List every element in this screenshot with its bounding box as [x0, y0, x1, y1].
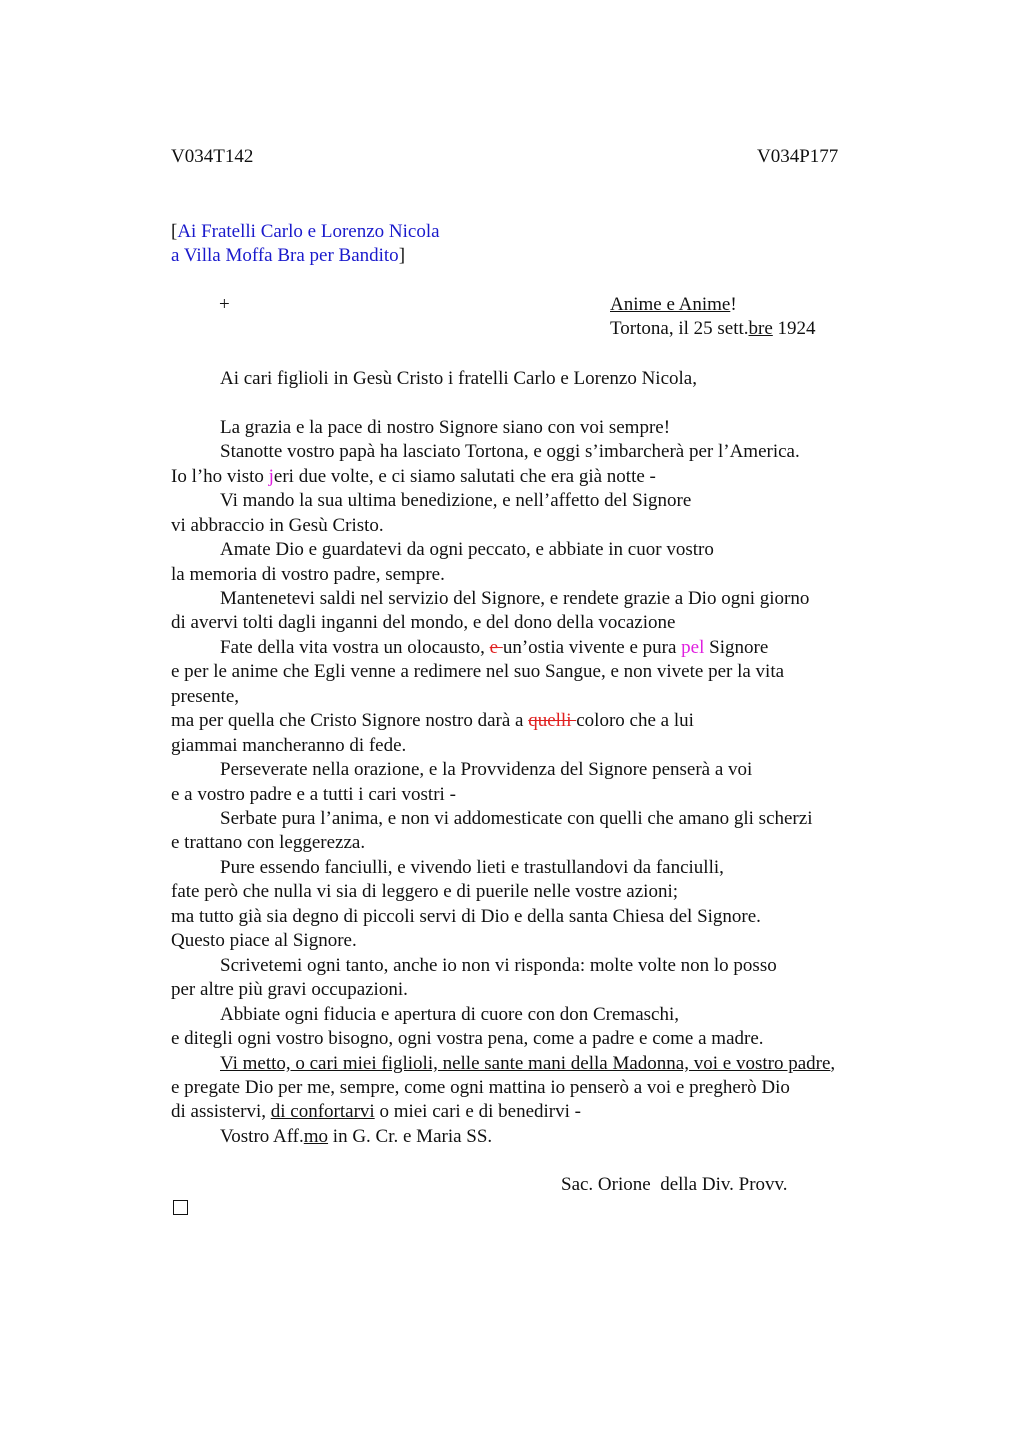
- letter-line: presente,: [171, 686, 240, 707]
- motto: Anime e Anime!: [610, 294, 737, 315]
- letter-line: fate però che nulla vi sia di leggero e di puerile nelle vostre azioni;: [171, 881, 678, 902]
- closing-line: Vostro Aff.mo in G. Cr. e Maria SS.: [220, 1126, 493, 1147]
- address-line-1: [171, 221, 440, 243]
- address-place: a Villa Moffa Bra per Bandito: [171, 245, 399, 266]
- address-recipients: Ai Fratelli Carlo e Lorenzo Nicola: [177, 221, 440, 242]
- letter-line: ma tutto già sia degno di piccoli servi di Dio e della santa Chiesa del Signore.: [171, 906, 761, 927]
- letter-line: Vi metto, o cari miei figlioli, nelle sante mani della Madonna, voi e vostro padre,: [220, 1053, 836, 1074]
- letter-line: Io l’ho visto jeri due volte, e ci siamo salutati che era già notte -: [171, 466, 656, 487]
- address-close-bracket: ]: [398, 245, 406, 266]
- letter-line: di assistervi, di confortarvi o miei cari e di benedirvi -: [171, 1101, 581, 1122]
- letter-line: e trattano con leggerezza.: [171, 832, 366, 853]
- letter-line: e a vostro padre e a tutti i cari vostri -: [171, 784, 456, 805]
- letter-line: Vi mando la sua ultima benedizione, e nell’affetto del Signore: [220, 490, 692, 511]
- letter-line: Abbiate ogni fiducia e apertura di cuore con don Cremaschi,: [220, 1004, 679, 1025]
- letter-line: di avervi tolti dagli inganni del mondo, e del dono della vocazione: [171, 612, 676, 633]
- address-line-2: [171, 245, 405, 267]
- letter-line: Questo piace al Signore.: [171, 930, 357, 951]
- letter-line: Amate Dio e guardatevi da ogni peccato, e abbiate in cuor vostro: [220, 539, 714, 560]
- letter-line: giammai mancheranno di fede.: [171, 735, 407, 756]
- motto-text: Anime e Anime: [610, 294, 731, 315]
- letter-line: La grazia e la pace di nostro Signore siano con voi sempre!: [220, 417, 671, 438]
- letter-line: e per le anime che Egli venne a redimere nel suo Sangue, e non vivete per la vita: [171, 661, 785, 682]
- letter-line: e pregate Dio per me, sempre, come ogni mattina io penserò a voi e pregherò Dio: [171, 1077, 790, 1098]
- underlined-phrase: di confortarvi: [270, 1101, 375, 1122]
- letter-line: Serbate pura l’anima, e non vi addomesticate con quelli che amano gli scherzi: [220, 808, 813, 829]
- letter-line: Perseverate nella orazione, e la Provvidenza del Signore penserà a voi: [220, 759, 753, 780]
- document-code-left: V034T142: [171, 146, 254, 167]
- letter-line: Scrivetemi ogni tanto, anche io non vi risponda: molte volte non lo posso: [220, 955, 777, 976]
- dateline: Tortona, il 25 sett.bre 1924: [610, 318, 816, 339]
- letter-line: vi abbraccio in Gesù Cristo.: [171, 515, 384, 536]
- cross-symbol: +: [219, 294, 230, 315]
- letter-line: Fate della vita vostra un olocausto, e un’ostia vivente e pura pel Signore: [220, 637, 769, 658]
- document-code-right: V034P177: [757, 146, 839, 167]
- letter-line: e ditegli ogni vostro bisogno, ogni vostra pena, come a padre e come a madre.: [171, 1028, 764, 1049]
- letter-line: per altre più gravi occupazioni.: [171, 979, 408, 1000]
- correction-insert: pel: [681, 637, 705, 658]
- address-open-bracket: [: [171, 221, 178, 242]
- signature: Sac. Orione della Div. Provv.: [561, 1174, 788, 1195]
- end-box-symbol: [173, 1200, 188, 1215]
- struck-word: e: [489, 637, 503, 658]
- letter-line: Mantenetevi saldi nel servizio del Signore, e rendete grazie a Dio ogni giorno: [220, 588, 810, 609]
- salutation: Ai cari figlioli in Gesù Cristo i fratelli Carlo e Lorenzo Nicola,: [220, 368, 697, 389]
- letter-line: Stanotte vostro papà ha lasciato Tortona, e oggi s’imbarcherà per l’America.: [220, 441, 800, 462]
- struck-word: quelli: [528, 710, 577, 731]
- letter-line: Pure essendo fanciulli, e vivendo lieti e trastullandovi da fanciulli,: [220, 857, 724, 878]
- letter-line: la memoria di vostro padre, sempre.: [171, 564, 445, 585]
- underlined-phrase: Vi metto, o cari miei figlioli, nelle sante mani della Madonna, voi e vostro padre: [220, 1053, 831, 1074]
- correction-insert: j: [268, 466, 274, 487]
- letter-line: ma per quella che Cristo Signore nostro darà a quelli coloro che a lui: [171, 710, 694, 731]
